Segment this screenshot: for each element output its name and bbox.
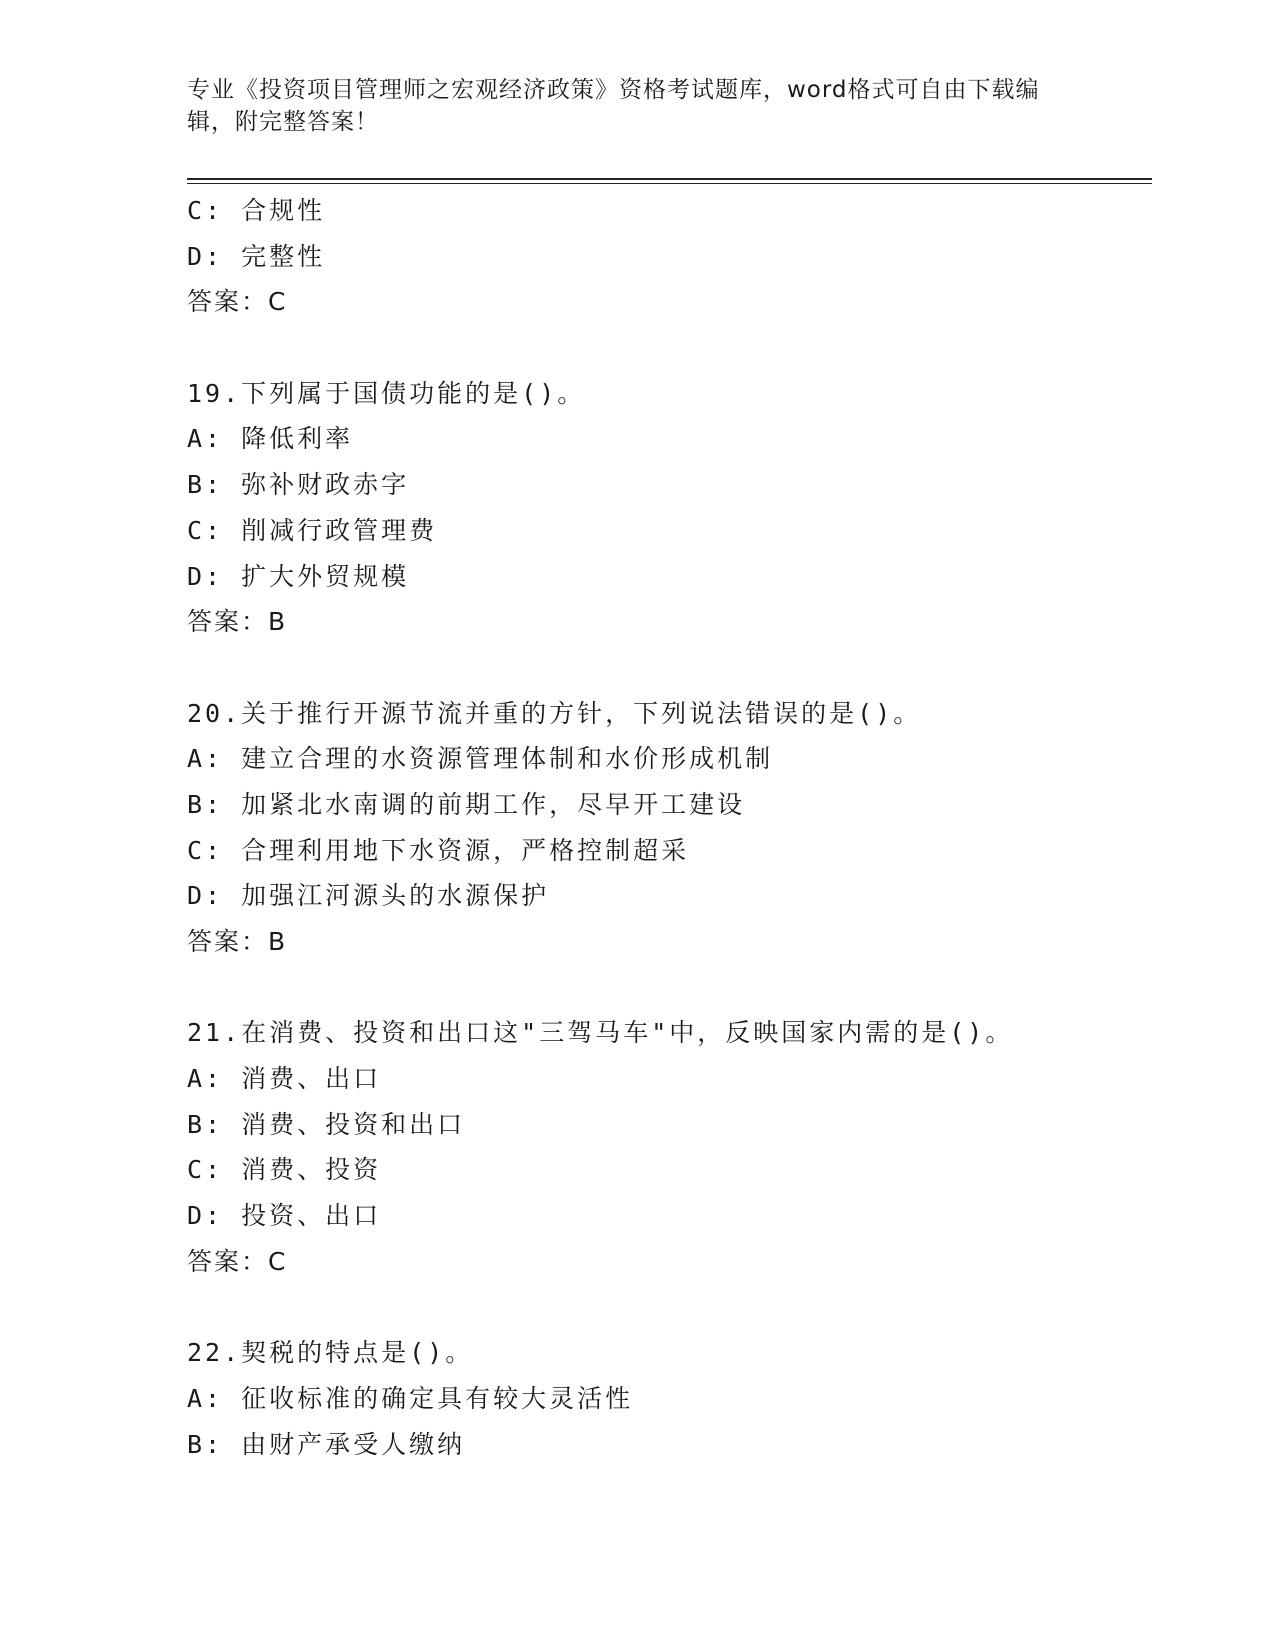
answer-line: 答案：B [187,927,288,956]
question-spacer [187,645,1152,691]
question-spacer [187,325,1152,371]
question-text: 21.在消费、投资和出口这"三驾马车"中，反映国家内需的是()。 [187,1018,1014,1048]
option-line: B: 由财产承受人缴纳 [187,1429,466,1459]
answer-line: 答案：B [187,607,288,637]
header-rule-thin [187,183,1152,184]
option-line: D: 扩大外贸规模 [187,561,410,591]
answer-line: 答案：C [187,1246,288,1276]
option-line: A: 征收标准的确定具有较大灵活性 [187,1383,634,1413]
option-line: A: 降低利率 [187,424,354,454]
header-rule-thick [187,178,1152,180]
question-text: 22.契税的特点是()。 [187,1338,474,1368]
option-line: C: 合规性 [187,196,326,225]
question-list [187,188,1152,1467]
option-line: D: 完整性 [187,241,326,271]
option-line: B: 弥补财政赤字 [187,470,410,500]
option-line: C: 削减行政管理费 [187,515,438,545]
option-line: D: 投资、出口 [187,1201,382,1231]
question-text: 19.下列属于国债功能的是()。 [187,378,586,408]
option-line: B: 消费、投资和出口 [187,1109,466,1139]
option-line: D: 加强江河源头的水源保护 [187,881,550,911]
answer-line: 答案：C [187,287,288,317]
option-line: A: 建立合理的水资源管理体制和水价形成机制 [187,744,774,774]
question-text: 20.关于推行开源节流并重的方针，下列说法错误的是()。 [187,698,922,728]
option-line: A: 消费、出口 [187,1064,382,1094]
option-line: B: 加紧北水南调的前期工作，尽早开工建设 [187,789,746,819]
document-header: 专业《投资项目管理师之宏观经济政策》资格考试题库，word格式可自由下载编辑，附完整答案！ [187,77,1040,135]
option-line: C: 消费、投资 [187,1155,382,1185]
option-line: C: 合理利用地下水资源，严格控制超采 [187,835,690,865]
question-spacer [187,965,1152,1011]
question-spacer [187,1285,1152,1331]
